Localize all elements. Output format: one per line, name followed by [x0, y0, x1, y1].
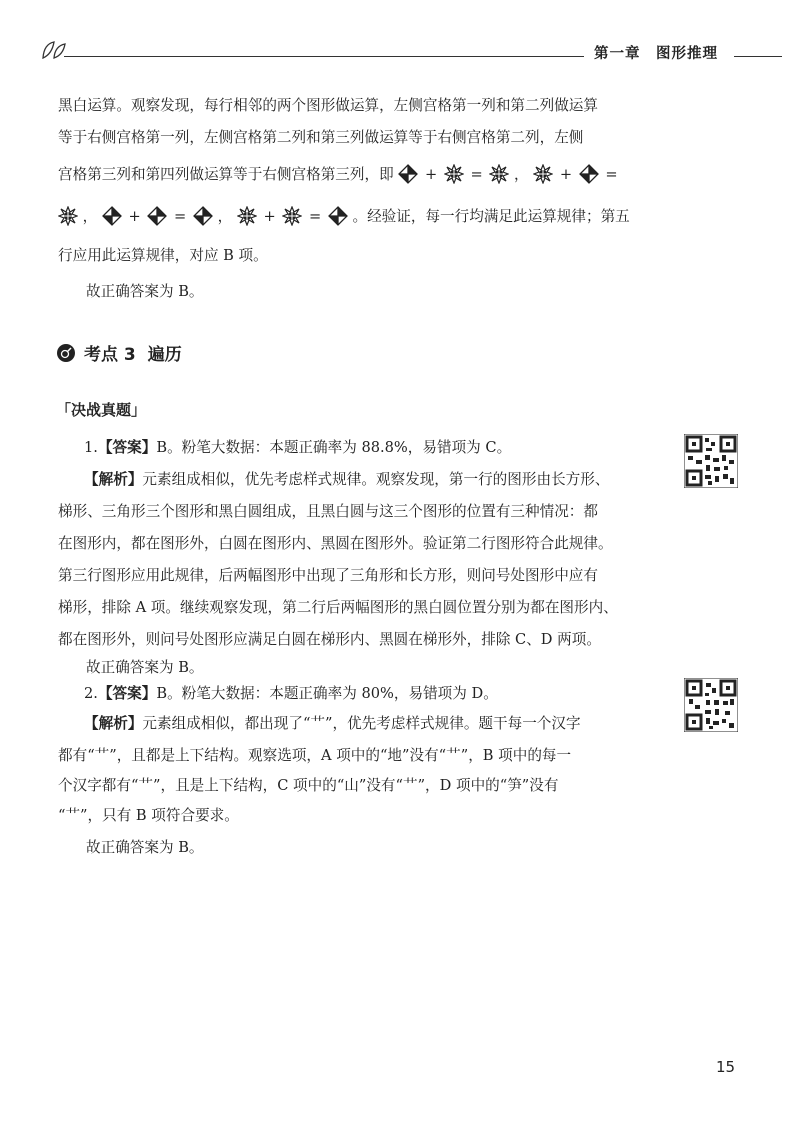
qr-code-icon[interactable] — [684, 678, 738, 732]
intro-line-2: 等于右侧宫格第一列，左侧宫格第二列和第三列做运算等于右侧宫格第二列，左侧 — [58, 129, 584, 146]
intro-line-3 — [58, 164, 620, 185]
diamond-figure-icon — [579, 164, 599, 184]
intro-line-4 — [58, 206, 630, 227]
chapter-title: 第一章 图形推理 — [594, 46, 718, 62]
intro-answer: 故正确答案为 B。 — [86, 283, 204, 300]
header-rule-right — [734, 56, 782, 57]
equals-sign: = — [605, 166, 618, 183]
q1-analysis-line-2: 梯形、三角形三个图形和黑白圆组成，且黑白圆与这三个图形的位置有三种情况：都 — [58, 503, 598, 520]
q2-answer-tag: 【答案】 — [97, 685, 157, 702]
star-figure-icon — [533, 164, 553, 184]
q2-analysis-line-2: 都有“艹”，且都是上下结构。观察选项，A 项中的“地”没有“艹”，B 项中的每一 — [58, 747, 572, 764]
intro-line-5: 行应用此运算规律，对应 B 项。 — [58, 247, 268, 264]
q1-analysis-line-1 — [84, 470, 609, 490]
q2-conclusion: 故正确答案为 B。 — [86, 839, 204, 856]
comma: ， — [513, 166, 529, 183]
diamond-figure-icon — [147, 206, 167, 226]
intro-line-3-text: 宫格第三列和第四列做运算等于右侧宫格第三列，即 — [58, 166, 394, 183]
page-number: 15 — [716, 1058, 736, 1076]
star-figure-icon — [489, 164, 509, 184]
plus-sign: + — [424, 166, 438, 183]
q1-number: 1. — [84, 439, 98, 456]
star-figure-icon — [282, 206, 302, 226]
q2-analysis-text: 元素组成相似，都出现了“艹”，优先考虑样式规律。题干每一个汉字 — [142, 715, 581, 732]
q1-conclusion: 故正确答案为 B。 — [86, 659, 204, 676]
equals-sign: = — [470, 166, 483, 183]
q2-answer-text: B。粉笔大数据：本题正确率为 80%，易错项为 D。 — [156, 685, 498, 702]
section-subtitle: 遍历 — [147, 345, 182, 365]
diamond-figure-icon — [398, 164, 418, 184]
sub-heading — [56, 399, 146, 420]
star-figure-icon — [444, 164, 464, 184]
q2-answer-line — [84, 684, 498, 704]
diamond-figure-icon — [328, 206, 348, 226]
sub-heading-text: 决战真题 — [71, 401, 132, 419]
sub-heading-open: 「 — [56, 401, 72, 419]
header-rule-left — [64, 56, 584, 57]
qr-code-icon[interactable] — [684, 434, 738, 488]
q1-analysis-tag: 【解析】 — [84, 471, 143, 488]
equals-sign: = — [174, 208, 187, 225]
star-figure-icon — [58, 206, 78, 226]
q1-analysis-line-3: 在图形内，都在图形外，白圆在图形内、黑圆在图形外。验证第二行图形符合此规律。 — [58, 535, 613, 552]
intro-line-1: 黑白运算。观察发现，每行相邻的两个图形做运算，左侧宫格第一列和第二列做运算 — [58, 97, 598, 114]
section-heading — [56, 340, 182, 365]
q2-analysis-tag: 【解析】 — [84, 715, 143, 732]
intro-line-4-tail: 。经验证，每一行均满足此运算规律；第五 — [352, 208, 630, 225]
section-number: 考点 3 — [84, 345, 136, 365]
star-figure-icon — [237, 206, 257, 226]
q1-analysis-line-4: 第三行图形应用此规律，后两幅图形中出现了三角形和长方形，则问号处图形中应有 — [58, 567, 598, 584]
plus-sign: + — [128, 208, 141, 225]
q2-analysis-line-3: 个汉字都有“艹”，且是上下结构，C 项中的“山”没有“艹”，D 项中的“笋”没有 — [58, 777, 559, 794]
q1-analysis-line-5: 梯形，排除 A 项。继续观察发现，第二行后两幅图形的黑白圆位置分别为都在图形内、 — [58, 599, 618, 616]
target-icon — [56, 343, 76, 363]
sub-heading-close: 」 — [131, 401, 147, 419]
comma: ， — [217, 208, 233, 225]
q1-analysis-text: 元素组成相似，优先考虑样式规律。观察发现，第一行的图形由长方形、 — [142, 471, 610, 488]
equals-sign: = — [308, 208, 322, 225]
q2-number: 2. — [84, 685, 98, 702]
q1-analysis-line-6: 都在图形外，则问号处图形应满足白圆在梯形内、黑圆在梯形外，排除 C、D 两项。 — [58, 631, 601, 648]
plus-sign: + — [559, 166, 573, 183]
q1-answer-tag: 【答案】 — [97, 439, 157, 456]
q1-answer-text: B。粉笔大数据：本题正确率为 88.8%，易错项为 C。 — [156, 439, 512, 456]
q2-analysis-line-4: “艹”，只有 B 项符合要求。 — [58, 807, 239, 824]
comma: ， — [82, 208, 98, 225]
q1-answer-line — [84, 438, 511, 458]
plus-sign: + — [263, 208, 276, 225]
q2-analysis-line-1 — [84, 714, 581, 734]
diamond-figure-icon — [102, 206, 122, 226]
diamond-figure-icon — [193, 206, 213, 226]
